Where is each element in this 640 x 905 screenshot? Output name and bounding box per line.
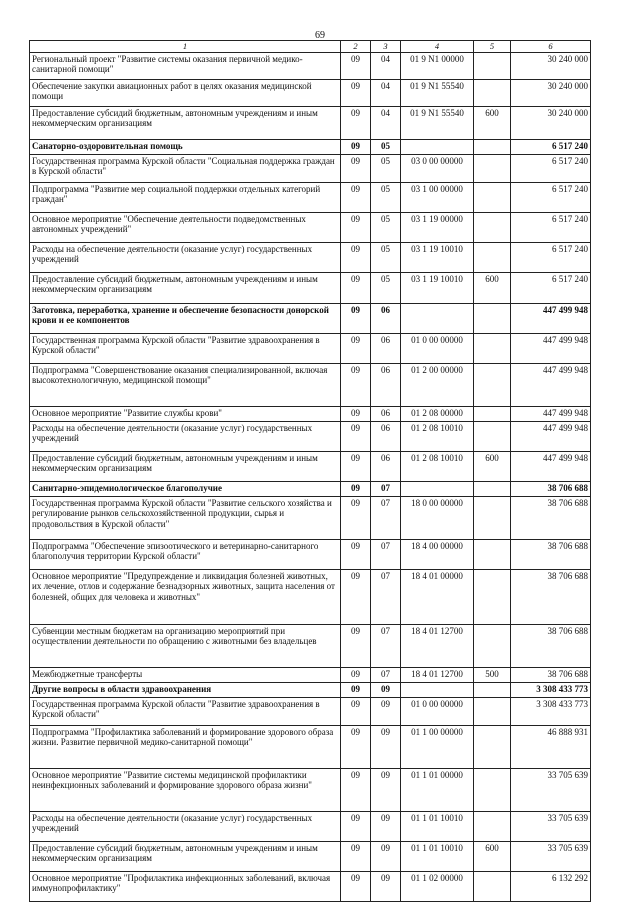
table-row [30,79,591,106]
row-expense-type-cell: 600 [474,451,511,481]
row-amount-cell: 30 240 000 [511,52,591,79]
row-amount-cell: 38 706 688 [511,481,591,496]
row-target-article-cell: 01 9 N1 00000 [401,52,474,79]
table-row [30,106,591,139]
row-subsection-cell: 04 [371,52,401,79]
row-section-cell: 09 [341,406,371,421]
row-amount-cell: 38 706 688 [511,569,591,624]
row-name-cell: Государственная программа Курской области "Социальная поддержка граждан в Курской области" [30,154,341,182]
row-name-cell: Предоставление субсидий бюджетным, автономным учреждениям и иным некоммерческим организациям [30,272,341,303]
row-expense-type-cell [474,682,511,697]
header-cell-name: 1 [30,41,341,53]
row-section-cell: 09 [341,481,371,496]
row-expense-type-cell: 600 [474,106,511,139]
row-subsection-cell: 09 [371,697,401,725]
row-section-cell: 09 [341,242,371,272]
row-target-article-cell: 01 0 00 00000 [401,333,474,363]
row-section-cell: 09 [341,451,371,481]
row-name-cell: Основное мероприятие "Обеспечение деятельности подведомственных автономных учреждений" [30,212,341,242]
row-section-cell: 09 [341,841,371,871]
row-subsection-cell: 05 [371,212,401,242]
row-subsection-cell: 05 [371,182,401,212]
row-expense-type-cell [474,182,511,212]
row-name-cell: Санитарно-эпидемиологическое благополучие [30,481,341,496]
row-name-cell: Межбюджетные трансферты [30,667,341,682]
row-target-article-cell [401,303,474,333]
row-amount-cell: 3 308 433 773 [511,697,591,725]
row-name-cell: Подпрограмма "Обеспечение эпизоотического и ветеринарно-санитарного благополучия территории Курской области" [30,539,341,569]
row-section-cell: 09 [341,871,371,901]
row-subsection-cell: 06 [371,451,401,481]
row-amount-cell: 6 132 292 [511,871,591,901]
row-expense-type-cell [474,539,511,569]
row-section-cell: 09 [341,539,371,569]
row-expense-type-cell [474,406,511,421]
row-expense-type-cell [474,333,511,363]
row-section-cell: 09 [341,725,371,768]
row-amount-cell: 447 499 948 [511,363,591,406]
row-target-article-cell: 01 2 08 10010 [401,421,474,451]
table-row [30,682,591,697]
row-name-cell: Обеспечение закупки авиационных работ в целях оказания медицинской помощи [30,79,341,106]
row-name-cell: Основное мероприятие "Предупреждение и ликвидация болезней животных, их лечение, отлов и содержание безнадзорных животных, защита населения от болезней, общих для человека и животных" [30,569,341,624]
row-name-cell: Субвенции местным бюджетам на организацию мероприятий при осуществлении деятельности по обращению с животными без владельцев [30,624,341,667]
row-amount-cell: 6 517 240 [511,242,591,272]
row-target-article-cell: 03 0 00 00000 [401,154,474,182]
row-name-cell: Другие вопросы в области здравоохранения [30,682,341,697]
row-name-cell: Предоставление субсидий бюджетным, автономным учреждениям и иным некоммерческим организациям [30,841,341,871]
row-amount-cell: 38 706 688 [511,496,591,539]
table-row [30,667,591,682]
row-name-cell: Расходы на обеспечение деятельности (оказание услуг) государственных учреждений [30,242,341,272]
row-section-cell: 09 [341,811,371,841]
table-row [30,871,591,901]
row-amount-cell: 46 888 931 [511,725,591,768]
row-name-cell: Государственная программа Курской области "Развитие здравоохранения в Курской области" [30,333,341,363]
row-amount-cell: 38 706 688 [511,539,591,569]
row-section-cell: 09 [341,79,371,106]
table-row [30,697,591,725]
row-section-cell: 09 [341,624,371,667]
row-section-cell: 09 [341,272,371,303]
row-section-cell: 09 [341,697,371,725]
page-number: 69 [315,30,325,41]
row-name-cell: Подпрограмма "Совершенствование оказания специализированной, включая высокотехнологичную, медицинской помощи" [30,363,341,406]
table-row [30,768,591,811]
row-section-cell: 09 [341,154,371,182]
row-section-cell: 09 [341,496,371,539]
table-row [30,52,591,79]
row-target-article-cell [401,481,474,496]
table-row [30,624,591,667]
row-expense-type-cell [474,242,511,272]
row-section-cell: 09 [341,363,371,406]
row-target-article-cell: 18 4 00 00000 [401,539,474,569]
table-row [30,451,591,481]
row-target-article-cell: 03 1 19 00000 [401,212,474,242]
row-name-cell: Заготовка, переработка, хранение и обеспечение безопасности донорской крови и ее компонентов [30,303,341,333]
row-amount-cell: 447 499 948 [511,303,591,333]
row-target-article-cell: 01 1 01 10010 [401,841,474,871]
row-amount-cell: 38 706 688 [511,667,591,682]
table-row [30,154,591,182]
table-row [30,303,591,333]
row-name-cell: Подпрограмма "Развитие мер социальной поддержки отдельных категорий граждан" [30,182,341,212]
row-amount-cell: 30 240 000 [511,106,591,139]
row-subsection-cell: 06 [371,333,401,363]
table-row [30,182,591,212]
row-amount-cell: 6 517 240 [511,182,591,212]
row-name-cell: Предоставление субсидий бюджетным, автономным учреждениям и иным некоммерческим организациям [30,106,341,139]
row-target-article-cell: 03 1 00 00000 [401,182,474,212]
row-section-cell: 09 [341,182,371,212]
row-expense-type-cell [474,624,511,667]
row-name-cell: Основное мероприятие "Профилактика инфекционных заболеваний, включая иммунопрофилактику" [30,871,341,901]
row-subsection-cell: 09 [371,725,401,768]
row-target-article-cell: 01 0 00 00000 [401,697,474,725]
row-expense-type-cell [474,496,511,539]
table-row [30,406,591,421]
row-section-cell: 09 [341,768,371,811]
row-expense-type-cell [474,768,511,811]
row-section-cell: 09 [341,139,371,154]
row-expense-type-cell [474,871,511,901]
row-target-article-cell: 18 4 01 12700 [401,624,474,667]
row-amount-cell: 447 499 948 [511,451,591,481]
row-expense-type-cell: 600 [474,841,511,871]
row-subsection-cell: 07 [371,667,401,682]
table-row [30,841,591,871]
row-amount-cell: 447 499 948 [511,406,591,421]
table-row [30,363,591,406]
row-target-article-cell: 03 1 19 10010 [401,242,474,272]
row-name-cell: Расходы на обеспечение деятельности (оказание услуг) государственных учреждений [30,811,341,841]
row-amount-cell: 30 240 000 [511,79,591,106]
row-section-cell: 09 [341,212,371,242]
row-expense-type-cell [474,52,511,79]
table-row [30,212,591,242]
table-row [30,569,591,624]
row-target-article-cell [401,139,474,154]
row-name-cell: Региональный проект "Развитие системы оказания первичной медико-санитарной помощи" [30,52,341,79]
row-target-article-cell: 01 1 01 00000 [401,768,474,811]
table-row [30,496,591,539]
row-subsection-cell: 07 [371,624,401,667]
row-target-article-cell: 18 4 01 00000 [401,569,474,624]
row-target-article-cell: 01 1 01 10010 [401,811,474,841]
row-subsection-cell: 06 [371,421,401,451]
header-cell-expense-type: 5 [474,41,511,53]
row-subsection-cell: 09 [371,682,401,697]
table-row [30,539,591,569]
row-target-article-cell: 01 1 02 00000 [401,871,474,901]
row-target-article-cell: 03 1 19 10010 [401,272,474,303]
table-row [30,725,591,768]
row-expense-type-cell [474,363,511,406]
row-section-cell: 09 [341,569,371,624]
row-amount-cell: 6 517 240 [511,212,591,242]
header-cell-subsection: 3 [371,41,401,53]
row-subsection-cell: 05 [371,242,401,272]
row-subsection-cell: 04 [371,106,401,139]
row-target-article-cell: 01 2 08 10010 [401,451,474,481]
row-amount-cell: 38 706 688 [511,624,591,667]
row-subsection-cell: 05 [371,272,401,303]
row-name-cell: Государственная программа Курской области "Развитие здравоохранения в Курской области" [30,697,341,725]
row-target-article-cell [401,682,474,697]
row-amount-cell: 33 705 639 [511,768,591,811]
row-amount-cell: 447 499 948 [511,421,591,451]
budget-table [29,40,591,902]
row-section-cell: 09 [341,682,371,697]
table-row [30,481,591,496]
row-target-article-cell: 18 0 00 00000 [401,496,474,539]
row-subsection-cell: 07 [371,496,401,539]
row-section-cell: 09 [341,333,371,363]
row-expense-type-cell [474,303,511,333]
row-expense-type-cell [474,697,511,725]
row-name-cell: Государственная программа Курской области "Развитие сельского хозяйства и регулирование рынков сельскохозяйственной продукции, сырья и продовольствия в Курской области" [30,496,341,539]
row-name-cell: Основное мероприятие "Развитие службы крови" [30,406,341,421]
row-expense-type-cell: 600 [474,272,511,303]
row-section-cell: 09 [341,303,371,333]
row-section-cell: 09 [341,667,371,682]
row-amount-cell: 33 705 639 [511,841,591,871]
row-amount-cell: 3 308 433 773 [511,682,591,697]
row-expense-type-cell [474,79,511,106]
row-expense-type-cell [474,569,511,624]
row-subsection-cell: 05 [371,139,401,154]
table-row [30,811,591,841]
row-target-article-cell: 01 2 08 00000 [401,406,474,421]
row-amount-cell: 6 517 240 [511,154,591,182]
header-cell-target-article: 4 [401,41,474,53]
row-target-article-cell: 18 4 01 12700 [401,667,474,682]
row-amount-cell: 33 705 639 [511,811,591,841]
row-subsection-cell: 07 [371,539,401,569]
header-cell-section: 2 [341,41,371,53]
row-target-article-cell: 01 1 00 00000 [401,725,474,768]
row-expense-type-cell [474,811,511,841]
row-subsection-cell: 09 [371,768,401,811]
row-expense-type-cell [474,154,511,182]
table-header-row [30,41,591,53]
row-target-article-cell: 01 2 00 00000 [401,363,474,406]
row-subsection-cell: 09 [371,841,401,871]
row-amount-cell: 447 499 948 [511,333,591,363]
row-expense-type-cell [474,481,511,496]
row-expense-type-cell [474,139,511,154]
row-name-cell: Предоставление субсидий бюджетным, автономным учреждениям и иным некоммерческим организациям [30,451,341,481]
header-cell-amount: 6 [511,41,591,53]
row-expense-type-cell: 500 [474,667,511,682]
row-name-cell: Расходы на обеспечение деятельности (оказание услуг) государственных учреждений [30,421,341,451]
row-subsection-cell: 06 [371,406,401,421]
row-subsection-cell: 09 [371,811,401,841]
row-section-cell: 09 [341,52,371,79]
row-name-cell: Санаторно-оздоровительная помощь [30,139,341,154]
table-row [30,272,591,303]
row-amount-cell: 6 517 240 [511,139,591,154]
row-subsection-cell: 07 [371,569,401,624]
row-subsection-cell: 04 [371,79,401,106]
row-amount-cell: 6 517 240 [511,272,591,303]
row-subsection-cell: 05 [371,154,401,182]
row-subsection-cell: 07 [371,481,401,496]
table-row [30,242,591,272]
table-row [30,139,591,154]
row-section-cell: 09 [341,106,371,139]
row-subsection-cell: 06 [371,363,401,406]
row-name-cell: Основное мероприятие "Развитие системы медицинской профилактики неинфекционных заболеваний и формирование здорового образа жизни" [30,768,341,811]
table-row [30,333,591,363]
row-name-cell: Подпрограмма "Профилактика заболеваний и формирование здорового образа жизни. Развитие первичной медико-санитарной помощи" [30,725,341,768]
row-section-cell: 09 [341,421,371,451]
row-expense-type-cell [474,421,511,451]
table-row [30,421,591,451]
row-subsection-cell: 09 [371,871,401,901]
row-target-article-cell: 01 9 N1 55540 [401,106,474,139]
row-expense-type-cell [474,725,511,768]
row-expense-type-cell [474,212,511,242]
row-subsection-cell: 06 [371,303,401,333]
row-target-article-cell: 01 9 N1 55540 [401,79,474,106]
